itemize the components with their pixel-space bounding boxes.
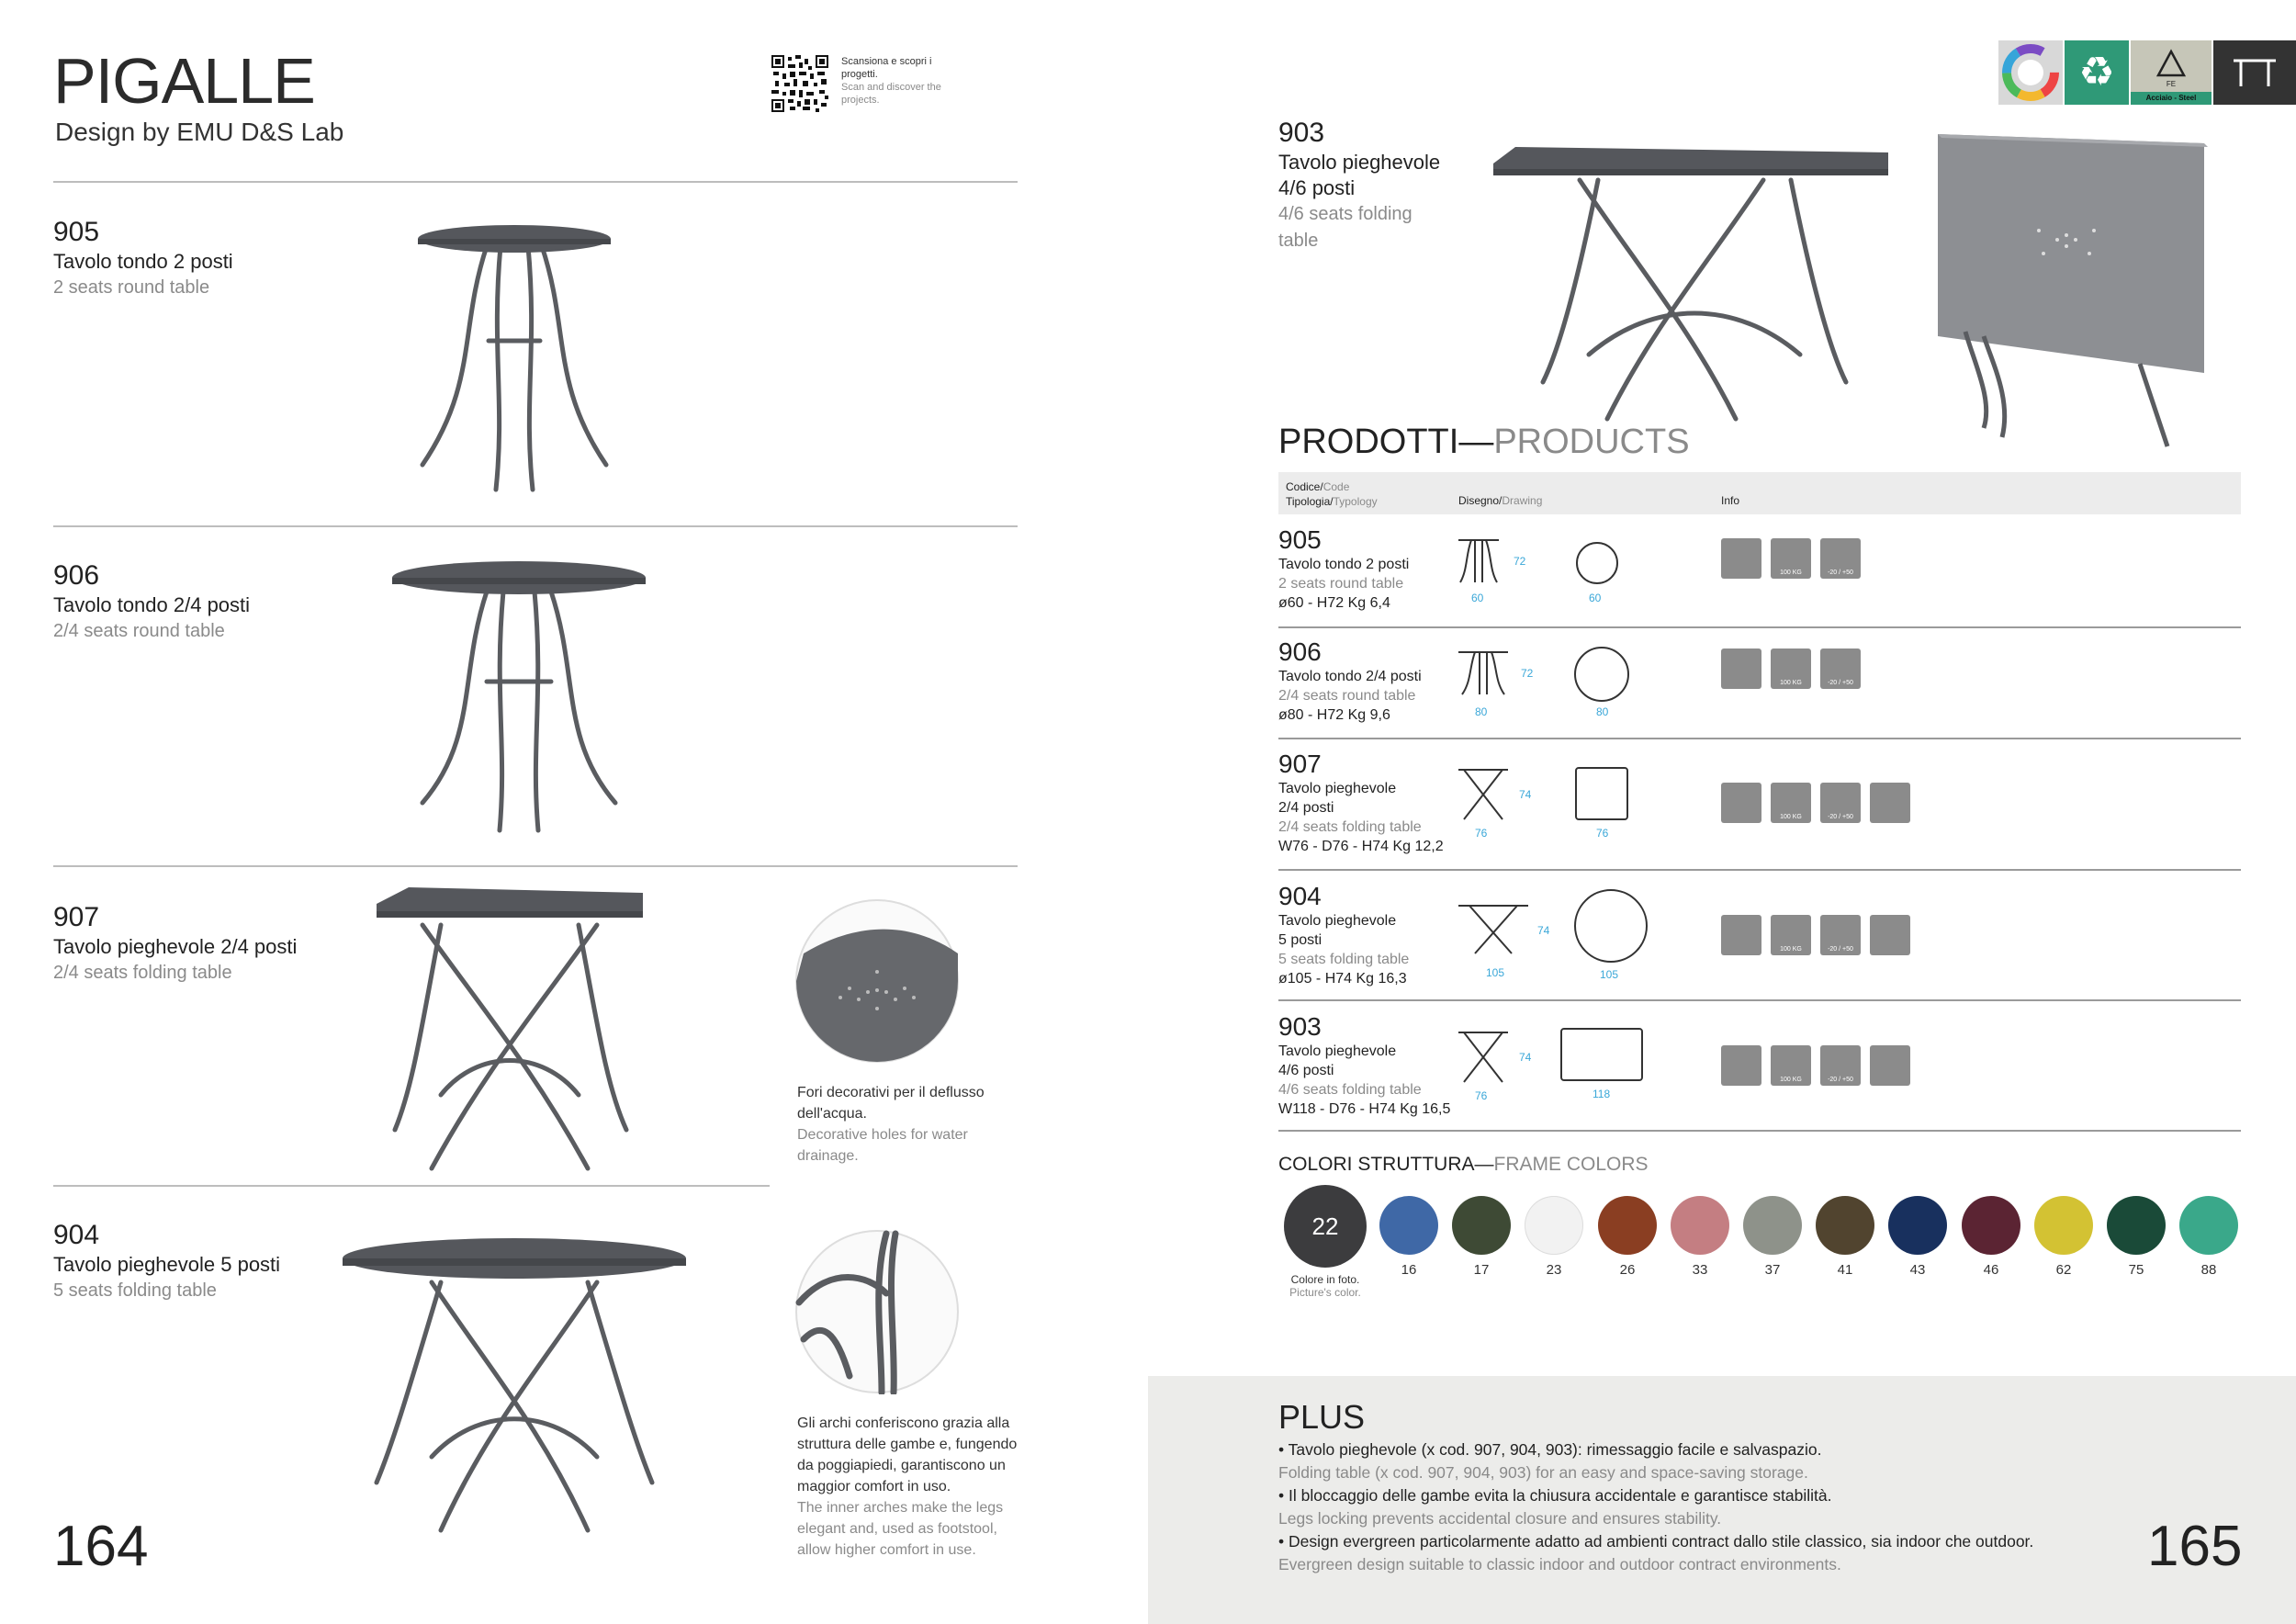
detail-arches-caption [797,1413,1027,1561]
detail-holes-caption-it: Fori decorativi per il deflusso dell'acqua. [797,1085,985,1122]
width-label: 60 [1471,592,1484,604]
upholstery-icon [1721,538,1761,579]
top-label: 80 [1596,705,1609,718]
row-dimensions: ø80 - H72 Kg 9,6 [1278,707,1390,723]
badge-table [2213,40,2296,105]
hero-903-text [1278,118,1440,252]
height-label: 74 [1519,1051,1532,1064]
plus-lines [1278,1438,2105,1576]
recycle-icon: ♻ [2078,50,2115,95]
table-903-folded-image [1929,125,2259,456]
row-name: Tavolo tondo 2 posti [1278,557,1410,572]
color-swatch-label: 33 [1692,1262,1708,1278]
page-number-left: 164 [53,1515,149,1578]
height-label: 72 [1514,555,1526,568]
plus-title: PLUS [1278,1398,1366,1436]
plus-line-2-it: • Il bloccaggio delle gambe evita la chiusura accidentale e garantisce stabilità. [1278,1486,1832,1505]
side-drawing [1457,648,1510,696]
row-code: 904 [1278,882,1322,910]
height-label: 74 [1537,924,1550,937]
steel-label: Acciaio - Steel [2131,92,2212,105]
detail-holes-caption [797,1082,999,1167]
table-row [1278,637,2241,739]
weight-icon [1771,1045,1811,1086]
page-number-right: 165 [2147,1515,2243,1578]
product-name: Tavolo tondo 2 posti [53,250,233,273]
row-name-en: 5 seats folding table [1278,952,1410,967]
row-divider [1278,1130,2241,1132]
color-swatch-62[interactable] [2034,1196,2093,1255]
products-title [1278,423,1690,462]
row-name-en: 2 seats round table [1278,576,1404,592]
table-907-image [367,884,652,1178]
weight-icon [1771,538,1811,579]
qr-caption-en: Scan and discover the projects. [841,82,941,106]
weight-label: 100 KG [1780,1077,1802,1083]
plus-line-3-it: • Design evergreen particolarmente adatto ad ambienti contract dallo stile classico, sia indoor che outdoor. [1278,1532,2034,1551]
products-title-sep: — [1458,423,1494,461]
top-drawing [1574,540,1620,586]
product-code: 905 [53,217,100,247]
row-dimensions: W76 - D76 - H74 Kg 12,2 [1278,839,1444,854]
product-code: 906 [53,560,100,591]
weather-icon [1820,915,1861,955]
detail-arches-caption-it: Gli archi conferiscono grazia alla struttura delle gambe e, fungendo da poggiapiedi, garantiscono un maggior comfort in uso. [797,1415,1018,1494]
page-subtitle: Design by EMU D&S Lab [55,118,344,146]
height-label: 72 [1521,667,1534,680]
badge-recycle [2065,40,2129,105]
photo-color-code: 22 [1311,1212,1339,1240]
badge-color-wheel [1998,40,2063,105]
photo-color-caption [1275,1273,1376,1299]
row-name-line2: 2/4 posti [1278,800,1334,816]
side-drawing [1457,766,1510,821]
photo-color-caption-en: Picture's color. [1289,1286,1361,1299]
row-dimensions: W118 - D76 - H74 Kg 16,5 [1278,1101,1451,1117]
product-code: 907 [53,902,100,932]
products-title-it: PRODOTTI [1278,423,1459,461]
color-swatch-23[interactable] [1525,1196,1583,1255]
upholstery-icon [1721,648,1761,689]
table-905-image [404,219,625,503]
row-divider [1278,626,2241,628]
table-row [1278,1012,2241,1132]
divider [53,865,1018,867]
fe-label: FE [2166,80,2177,88]
width-label: 80 [1475,705,1488,718]
row-divider [1278,999,2241,1001]
weather-icon [1820,538,1861,579]
divider [53,525,1018,527]
color-wheel-icon [1998,40,2063,105]
side-drawing [1457,536,1501,584]
color-swatch-41[interactable] [1816,1196,1874,1255]
color-swatch-17[interactable] [1452,1196,1511,1255]
color-swatch-16[interactable] [1379,1196,1438,1255]
table-906-image [386,555,652,840]
row-name-en: 2/4 seats round table [1278,688,1416,704]
table-row [1278,882,2241,1001]
header-typology-it: Tipologia/ [1286,495,1334,508]
weather-icon [1820,1045,1861,1086]
page-title: PIGALLE [53,45,315,117]
top-label: 118 [1593,1088,1611,1100]
row-name: Tavolo tondo 2/4 posti [1278,669,1422,684]
color-swatch-label: 26 [1619,1262,1636,1278]
color-swatch-46[interactable] [1962,1196,2020,1255]
color-swatch-label: 43 [1909,1262,1926,1278]
row-name: Tavolo pieghevole [1278,781,1397,796]
hero-code: 903 [1278,118,1325,148]
product-name: Tavolo pieghevole 2/4 posti [53,935,298,958]
badge-steel [2131,40,2212,105]
detail-arches-caption-en: The inner arches make the legs elegant and, used as footstool, allow higher comfort in use. [797,1500,1004,1558]
weight-icon [1771,915,1811,955]
height-label: 74 [1519,788,1532,801]
temp-label: -20 / +50 [1828,946,1853,953]
weather-icon [1820,648,1861,689]
products-title-en: PRODUCTS [1493,423,1690,461]
header-drawing-en: Drawing [1502,494,1543,507]
recycling-triangle-icon [2131,40,2212,92]
colors-title [1278,1154,1649,1176]
hero-name-line1: Tavolo pieghevole [1278,151,1441,174]
color-swatch-label: 23 [1546,1262,1562,1278]
row-code: 907 [1278,750,1322,778]
color-swatch-label: 37 [1764,1262,1781,1278]
row-code: 906 [1278,637,1322,666]
weather-icon [1820,783,1861,823]
upholstery-icon [1721,783,1761,823]
weight-icon [1771,783,1811,823]
plus-line-1-en: Folding table (x cod. 907, 904, 903) for an easy and space-saving storage. [1278,1463,1808,1482]
temp-label: -20 / +50 [1828,1077,1853,1083]
header-drawing [1458,494,1542,507]
product-name-en: 5 seats folding table [53,1280,217,1301]
product-name-en: 2 seats round table [53,277,210,298]
divider [53,181,1018,183]
product-name: Tavolo pieghevole 5 posti [53,1253,281,1276]
header-code-en: Code [1322,480,1350,493]
product-904-text [53,1220,280,1302]
row-name: Tavolo pieghevole [1278,1043,1397,1059]
top-drawing [1572,887,1649,964]
upholstery-icon [1721,915,1761,955]
top-label: 105 [1600,968,1619,981]
products-table-header [1278,472,2241,514]
upholstery-icon [1721,1045,1761,1086]
weight-label: 100 KG [1780,570,1802,576]
row-name-line2: 4/6 posti [1278,1063,1334,1078]
color-swatch-26[interactable] [1598,1196,1657,1255]
table-903-image [1488,143,1892,428]
width-label: 76 [1475,827,1488,840]
weight-label: 100 KG [1780,680,1802,686]
color-swatch-label: 62 [2055,1262,2072,1278]
plus-line-3-en: Evergreen design suitable to classic indoor and outdoor contract environments. [1278,1555,1841,1573]
product-905-text [53,217,233,299]
folding-icon [1870,783,1910,823]
color-swatch-label: 75 [2128,1262,2144,1278]
color-swatch-75[interactable] [2107,1196,2166,1255]
product-name-en: 2/4 seats folding table [53,963,232,983]
qr-caption-it: Scansiona e scopri i progetti. [841,56,932,80]
hero-name-en-line2: table [1278,231,1319,251]
header-typology-en: Typology [1333,495,1378,508]
row-code: 903 [1278,1012,1322,1041]
color-swatch-label: 41 [1837,1262,1853,1278]
plus-line-1-it: • Tavolo pieghevole (x cod. 907, 904, 903): rimessaggio facile e salvaspazio. [1278,1440,1822,1459]
weight-label: 100 KG [1780,814,1802,820]
row-name-en: 4/6 seats folding table [1278,1082,1422,1098]
divider [53,1185,770,1187]
side-drawing [1457,902,1530,955]
folding-icon [1870,1045,1910,1086]
top-drawing [1559,1027,1644,1082]
plus-line-2-en: Legs locking prevents accidental closure and ensures stability. [1278,1509,1722,1528]
table-row [1278,750,2241,869]
width-label: 76 [1475,1089,1488,1102]
detail-holes-image [794,898,960,1064]
row-divider [1278,738,2241,739]
qr-code[interactable] [771,55,828,112]
hero-name-line2: 4/6 posti [1278,176,1356,199]
color-swatch-label: 46 [1983,1262,1999,1278]
side-drawing [1457,1029,1510,1084]
row-name-line2: 5 posti [1278,932,1322,948]
product-code: 904 [53,1220,100,1250]
header-info: Info [1721,494,1740,507]
detail-arches-image [794,1229,960,1394]
weight-label: 100 KG [1780,946,1802,953]
row-divider [1278,869,2241,871]
photo-color-caption-it: Colore in foto. [1290,1273,1360,1286]
color-swatch-label: 17 [1473,1262,1490,1278]
top-drawing [1572,645,1631,704]
header-code-it: Codice/ [1286,480,1323,493]
folding-icon [1870,915,1910,955]
product-907-text [53,902,297,984]
product-name: Tavolo tondo 2/4 posti [53,593,251,616]
color-swatch-37[interactable] [1743,1196,1802,1255]
header-code [1286,479,1378,509]
table-904-image [340,1236,689,1539]
row-code: 905 [1278,525,1322,554]
color-swatch-88[interactable] [2179,1196,2238,1255]
temp-label: -20 / +50 [1828,814,1853,820]
color-swatch-33[interactable] [1671,1196,1729,1255]
top-drawing [1574,766,1629,821]
table-row [1278,525,2241,626]
photo-color-swatch[interactable] [1284,1185,1367,1268]
detail-holes-caption-en: Decorative holes for water drainage. [797,1127,968,1164]
temp-label: -20 / +50 [1828,570,1853,576]
product-name-en: 2/4 seats round table [53,621,225,641]
colors-title-it: COLORI STRUTTURA [1278,1154,1475,1175]
header-drawing-it: Disegno/ [1458,494,1503,507]
color-swatch-43[interactable] [1888,1196,1947,1255]
color-swatch-label: 88 [2200,1262,2217,1278]
row-dimensions: ø105 - H74 Kg 16,3 [1278,971,1407,987]
colors-title-sep: — [1474,1154,1494,1175]
table-icon [2213,40,2296,105]
width-label: 105 [1486,966,1505,979]
weight-icon [1771,648,1811,689]
top-label: 60 [1589,592,1602,604]
hero-name-en-line1: 4/6 seats folding [1278,204,1412,224]
qr-caption [841,55,951,107]
color-swatch-label: 16 [1401,1262,1417,1278]
row-name-en: 2/4 seats folding table [1278,819,1422,835]
top-label: 76 [1596,827,1609,840]
colors-title-en: FRAME COLORS [1493,1154,1649,1175]
product-906-text [53,560,250,642]
row-name: Tavolo pieghevole [1278,913,1397,929]
temp-label: -20 / +50 [1828,680,1853,686]
row-dimensions: ø60 - H72 Kg 6,4 [1278,595,1390,611]
plus-panel [1148,1376,2296,1624]
